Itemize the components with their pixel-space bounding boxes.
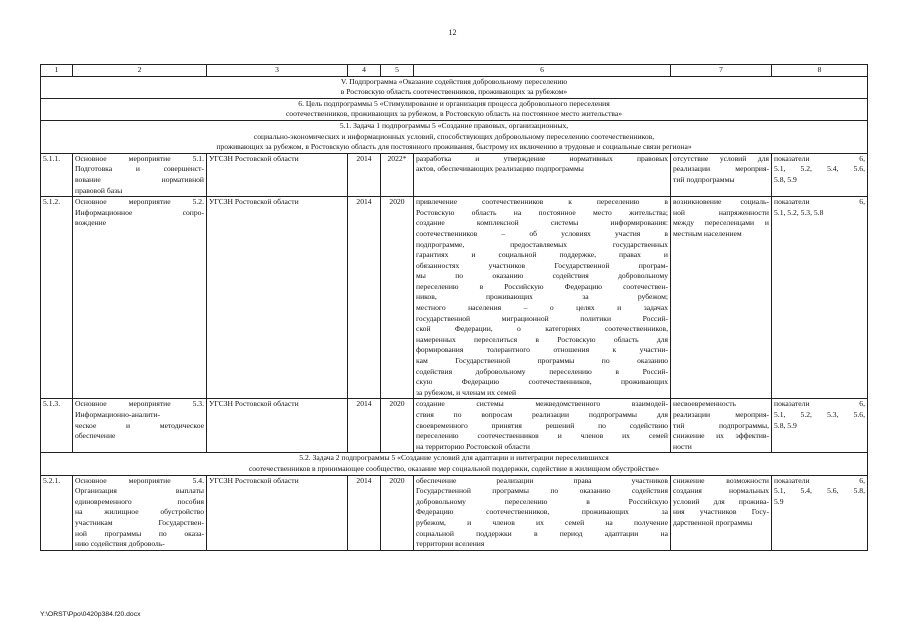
text-line: ной программы по оказа- — [75, 528, 204, 538]
text-line: соотечественников – об условиях участия в — [416, 228, 668, 238]
heading-line: социально-экономических и информационных условий, способствующих добровольному переселению соотечественников, — [253, 131, 655, 141]
column-number: 7 — [671, 65, 772, 77]
task1-heading-row — [41, 120, 868, 153]
expected-result-cell — [414, 475, 671, 550]
executor-cell: УГСЗН Ростовской области — [207, 197, 348, 399]
end-year-cell: 2020 — [381, 475, 414, 550]
start-year-cell: 2014 — [348, 475, 381, 550]
column-number: 4 — [348, 65, 381, 77]
heading-line: соотечественников, проживающих за рубежом, в Ростовскую область на постоянное место жительства» — [285, 109, 623, 119]
text-line: актов, обеспечивающих реализацию подпрограммы — [416, 164, 584, 174]
text-line: местного населения – о целях и задачах — [416, 303, 668, 313]
text-line: вование нормативной — [75, 174, 204, 184]
subprogram-heading-row-cell — [41, 76, 868, 98]
text-line: тий подпрограммы, — [673, 420, 769, 430]
end-year-cell: 2022* — [381, 153, 414, 196]
text-line: за рубежом, и членам их семей — [416, 387, 517, 397]
text-line: рубежом, и членов их семей на получение — [416, 517, 668, 527]
file-path-footer: Y:\ORST\Ppo\0420p384.f20.docx — [40, 611, 141, 618]
measure-name-cell — [73, 197, 207, 399]
text-line: 5.1, 5.2, 5.3, 5.6, — [774, 410, 865, 419]
text-line: показатели 6, — [774, 399, 865, 409]
text-line: обязанностях участников Государственной програм- — [416, 260, 668, 270]
text-line: Информационно-аналити- — [75, 410, 161, 419]
end-year-cell: 2020 — [381, 399, 414, 453]
indicators-link-cell — [772, 197, 868, 399]
task2-heading-row-cell — [41, 453, 868, 475]
row-number-cell: 5.2.1. — [41, 475, 73, 550]
text-line: привлечение соотечественников к переселению в — [416, 197, 668, 207]
heading-line: V. Подпрограмма «Оказание содействия добровольному переселению — [340, 76, 568, 86]
table-row — [41, 197, 868, 399]
text-line: 5.1, 5.4, 5.6, 5.8, — [774, 486, 865, 496]
measure-name-cell — [73, 153, 207, 196]
text-line: добровольному переселению в Российскую — [416, 496, 668, 506]
text-line: кам Государственной программы по оказанию — [416, 356, 668, 366]
text-line: отсутствие условий для — [673, 153, 769, 163]
text-line: создание системы межведомственного взаимодей- — [416, 399, 668, 409]
text-line: Информационное сопро- — [75, 207, 204, 217]
indicators-link-cell — [772, 475, 868, 550]
text-line: гарантиях и социальной поддержке, правах и — [416, 250, 668, 260]
text-line: несвоевременность — [673, 399, 736, 409]
text-line: переселению соотечественников и членов их семей — [416, 431, 668, 441]
text-line: Ростовскую область на постоянное место жительства; — [416, 207, 668, 217]
expected-result-cell — [414, 153, 671, 196]
end-year-cell: 2020 — [381, 197, 414, 399]
text-line: формирования толерантного отношения к участни- — [416, 345, 668, 355]
text-line: социальной поддержки в период адаптации на — [416, 528, 668, 538]
executor-cell: УГСЗН Ростовской области — [207, 153, 348, 196]
row-number-cell: 5.1.1. — [41, 153, 73, 196]
text-line: тий подпрограммы — [673, 174, 735, 184]
expected-result-cell — [414, 399, 671, 453]
text-line: Основное мероприятие 5.2. — [75, 197, 204, 207]
text-line: Основное мероприятие 5.3. — [75, 399, 204, 409]
heading-line: соотечественников в принимающее сообщество, оказание мер социальной поддержки, содействие в жилищном обустройстве» — [248, 463, 660, 473]
text-line: 5.9 — [774, 496, 784, 506]
column-number-row — [41, 65, 868, 77]
text-line: единовременного пособия — [75, 496, 204, 506]
text-line: государственной миграционной политики Россий- — [416, 313, 668, 323]
heading-line: проживающих за рубежом, в Ростовскую область для постоянного проживания, быстрому их включению в трудовые и социальные связи региона» — [216, 142, 692, 152]
column-number: 3 — [207, 65, 348, 77]
text-line: условий для прожива- — [673, 496, 769, 506]
text-line: реализации мероприя- — [673, 164, 769, 174]
text-line: 5.8, 5.9 — [774, 174, 797, 184]
start-year-cell: 2014 — [348, 153, 381, 196]
text-line: Организация выплаты — [75, 486, 204, 496]
text-line: нию содействия доброволь- — [75, 539, 165, 549]
table-row — [41, 153, 868, 196]
text-line: возникновение социаль- — [673, 197, 769, 207]
text-line: вождение — [75, 218, 107, 228]
text-line: намеренных переселиться в Ростовскую область для — [416, 334, 668, 344]
heading-line: 5.2. Задача 2 подпрограммы 5 «Создание условий для адаптации и интеграции переселившихся — [299, 453, 609, 463]
heading-line: 5.1. Задача 1 подпрограммы 5 «Создание правовых, организационных, — [339, 120, 569, 130]
text-line: Основное мероприятие 5.1. — [75, 153, 204, 163]
task2-heading-row — [41, 453, 868, 475]
text-line: на жилищное обустройство — [75, 507, 204, 517]
text-line: между переселенцами и — [673, 218, 769, 228]
text-line: Подготовка и совершенст- — [75, 164, 204, 174]
text-line: подпрограмме, предоставляемых государственных — [416, 239, 668, 249]
column-number: 5 — [381, 65, 414, 77]
column-number: 2 — [73, 65, 207, 77]
row-number-cell: 5.1.3. — [41, 399, 73, 453]
start-year-cell: 2014 — [348, 197, 381, 399]
consequences-cell — [671, 475, 772, 550]
indicators-link-cell — [772, 399, 868, 453]
heading-line: в Ростовскую область соотечественников, проживающих за рубежом» — [340, 87, 568, 97]
text-line: содействия добровольному переселению в Россий- — [416, 366, 668, 376]
consequences-cell — [671, 399, 772, 453]
text-line: мы по оказанию содействия добровольному — [416, 271, 668, 281]
text-line: ной напряженности — [673, 207, 769, 217]
goal-heading-row — [41, 98, 868, 120]
consequences-cell — [671, 197, 772, 399]
text-line: 5.1, 5.2, 5.4, 5.6, — [774, 164, 865, 174]
table-row — [41, 475, 868, 550]
text-line: на территорию Ростовской области — [416, 441, 530, 451]
text-line: ников, проживающих за рубежом; — [416, 292, 668, 302]
text-line: местным населением — [673, 228, 742, 238]
text-line: обеспечение реализации права участников — [416, 475, 668, 485]
text-line: 5.1, 5.2, 5.3, 5.8 — [774, 207, 824, 217]
goal-heading-row-cell — [41, 98, 868, 120]
text-line: показатели 6, — [774, 475, 865, 485]
measure-name-cell — [73, 399, 207, 453]
text-line: разработка и утверждение нормативных правовых — [416, 153, 668, 163]
text-line: территории вселения — [416, 539, 485, 549]
text-line: своевременного принятия решений по содействию — [416, 420, 668, 430]
text-line: показатели 6, — [774, 197, 865, 207]
subprogram-heading-row — [41, 76, 868, 98]
text-line: снижение их эффектив- — [673, 431, 769, 441]
text-line: Федерацию соотечественников, проживающих за — [416, 507, 668, 517]
text-line: показатели 6, — [774, 153, 865, 163]
text-line: участникам Государствен- — [75, 517, 204, 527]
column-number: 1 — [41, 65, 73, 77]
text-line: Государственной программы по оказанию содействия — [416, 486, 668, 496]
start-year-cell: 2014 — [348, 399, 381, 453]
text-line: Основное мероприятие 5.4. — [75, 475, 204, 485]
text-line: ской Федерации, о категориях соотечественников, — [416, 324, 668, 334]
text-line: создание комплексной системы информирования: — [416, 218, 668, 228]
text-line: правовой базы — [75, 185, 123, 195]
measures-table — [40, 64, 868, 551]
text-line: снижение возможности — [673, 475, 769, 485]
table-row — [41, 399, 868, 453]
column-number: 8 — [772, 65, 868, 77]
heading-line: 6. Цель подпрограммы 5 «Стимулирование и организация процесса добровольного переселения — [298, 98, 610, 108]
text-line: обеспечение — [75, 431, 116, 441]
text-line: ческое и методическое — [75, 420, 204, 430]
text-line: создания нормальных — [673, 486, 769, 496]
consequences-cell — [671, 153, 772, 196]
page-number: 12 — [448, 28, 457, 37]
text-line: ния участников Госу- — [673, 507, 769, 517]
column-number: 6 — [414, 65, 671, 77]
text-line: дарственной программы — [673, 517, 753, 527]
expected-result-cell — [414, 197, 671, 399]
task1-heading-row-cell — [41, 120, 868, 153]
measure-name-cell — [73, 475, 207, 550]
text-line: ствия по вопросам реализации подпрограммы для — [416, 410, 668, 419]
executor-cell: УГСЗН Ростовской области — [207, 399, 348, 453]
indicators-link-cell — [772, 153, 868, 196]
text-line: 5.8, 5.9 — [774, 420, 797, 430]
row-number-cell: 5.1.2. — [41, 197, 73, 399]
text-line: скую Федерацию соотечественников, проживающих — [416, 377, 668, 387]
text-line: реализации мероприя- — [673, 410, 769, 419]
executor-cell: УГСЗН Ростовской области — [207, 475, 348, 550]
text-line: ности — [673, 441, 692, 451]
text-line: переселению в Российскую Федерацию соотечествен- — [416, 281, 668, 291]
